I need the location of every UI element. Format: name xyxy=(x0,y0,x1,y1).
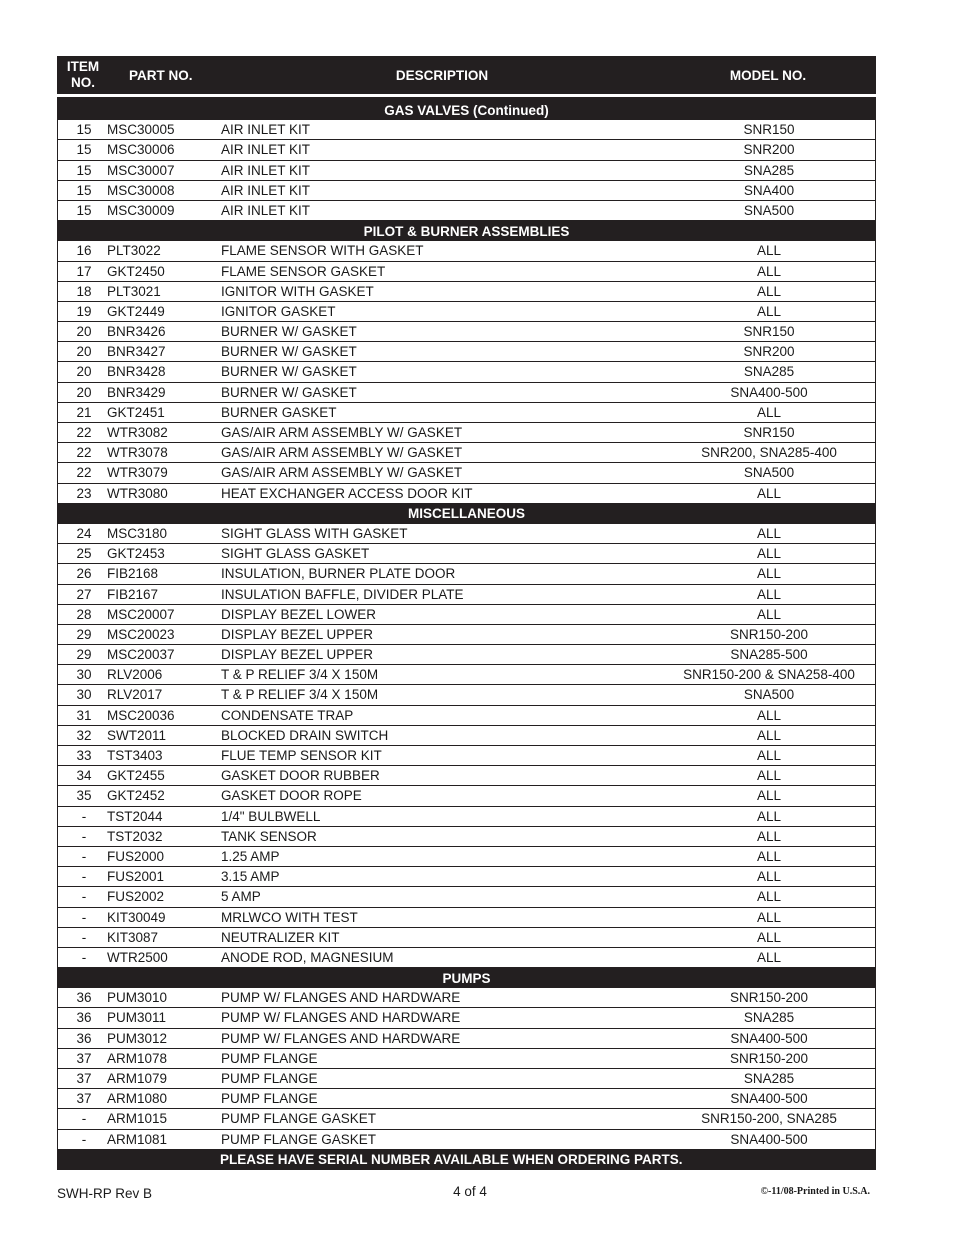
table-row xyxy=(57,120,876,140)
part-description: GASKET DOOR RUBBER xyxy=(221,768,380,784)
item-number: - xyxy=(81,909,87,925)
part-number: WTR3078 xyxy=(107,445,168,461)
item-number: - xyxy=(81,1131,87,1147)
item-number: 22 xyxy=(76,465,92,481)
model-number: ALL xyxy=(756,788,782,804)
item-number: 15 xyxy=(76,202,92,218)
item-number: 15 xyxy=(76,182,92,198)
part-number: WTR2500 xyxy=(107,949,168,965)
part-number: MSC30009 xyxy=(107,202,175,218)
part-number: PUM3010 xyxy=(107,990,168,1006)
model-number: SNA400-500 xyxy=(730,1091,808,1107)
model-number: ALL xyxy=(756,869,782,885)
item-number: 34 xyxy=(76,768,92,784)
part-number: MSC30007 xyxy=(107,162,175,178)
model-number: ALL xyxy=(756,566,782,582)
item-number: 22 xyxy=(76,445,92,461)
model-number: SNR150 xyxy=(743,122,795,138)
table-row xyxy=(57,786,876,806)
part-description: GASKET DOOR ROPE xyxy=(221,788,362,804)
part-number: MSC20036 xyxy=(107,707,175,723)
model-number: ALL xyxy=(756,848,782,864)
part-description: TANK SENSOR xyxy=(221,828,317,844)
item-number: 36 xyxy=(76,1030,92,1046)
section-header: PUMPS xyxy=(57,968,876,988)
item-number: 31 xyxy=(76,707,92,723)
item-number: 20 xyxy=(76,364,92,380)
model-number: ALL xyxy=(756,727,782,743)
part-description: PUMP W/ FLANGES AND HARDWARE xyxy=(221,1010,461,1026)
item-number: 15 xyxy=(76,162,92,178)
model-number: ALL xyxy=(756,748,782,763)
table-row xyxy=(57,383,876,403)
table-row xyxy=(57,585,876,605)
model-number: ALL xyxy=(756,243,782,259)
part-number: GKT2450 xyxy=(107,263,165,279)
item-number: - xyxy=(81,828,87,844)
part-description: PUMP FLANGE GASKET xyxy=(221,1111,377,1127)
model-number: SNA285-500 xyxy=(730,647,808,663)
part-number: PUM3011 xyxy=(107,1010,167,1026)
part-number: GKT2453 xyxy=(107,546,165,562)
header-model-no: MODEL NO. xyxy=(729,67,807,83)
table-row xyxy=(57,362,876,382)
part-number: BNR3427 xyxy=(107,344,166,360)
part-number: PUM3012 xyxy=(107,1030,168,1046)
table-row xyxy=(57,544,876,564)
part-description: BURNER W/ GASKET xyxy=(221,344,357,360)
table-row xyxy=(57,1089,876,1109)
part-number: MSC20023 xyxy=(107,626,175,642)
part-description: T & P RELIEF 3/4 X 150M xyxy=(221,667,379,683)
part-description: AIR INLET KIT xyxy=(221,142,311,158)
part-description: IGNITOR WITH GASKET xyxy=(221,283,374,299)
part-number: WTR3080 xyxy=(107,485,168,501)
item-number: 19 xyxy=(76,303,92,319)
model-number: SNR200, SNA285-400 xyxy=(701,445,837,461)
item-number: 32 xyxy=(76,727,92,743)
item-number: 37 xyxy=(76,1050,92,1066)
table-row xyxy=(57,181,876,201)
table-row xyxy=(57,988,876,1008)
part-description: PUMP FLANGE xyxy=(221,1071,318,1086)
item-number: - xyxy=(81,949,87,965)
table-row xyxy=(57,443,876,463)
part-number: MSC3180 xyxy=(107,525,168,541)
model-number: ALL xyxy=(756,525,782,541)
model-number: SNR150 xyxy=(743,425,795,440)
item-number: 36 xyxy=(76,990,92,1006)
part-description: BURNER GASKET xyxy=(221,404,337,420)
table-header xyxy=(57,56,876,94)
model-number: SNA400-500 xyxy=(730,384,808,400)
part-number: PLT3021 xyxy=(107,283,161,299)
part-number: KIT3087 xyxy=(107,929,159,945)
part-description: 5 AMP xyxy=(221,889,261,905)
part-description: FLAME SENSOR GASKET xyxy=(221,263,386,279)
item-number: - xyxy=(81,1111,87,1127)
item-number: 36 xyxy=(76,1010,92,1026)
table-row xyxy=(57,665,876,685)
model-number: SNR150-200 xyxy=(729,626,809,642)
model-number: SNR200 xyxy=(743,344,795,360)
part-description: PUMP FLANGE xyxy=(221,1050,318,1066)
part-description: INSULATION, BURNER PLATE DOOR xyxy=(221,566,456,582)
header-part-no: PART NO. xyxy=(129,67,193,83)
model-number: SNA285 xyxy=(743,364,795,380)
part-description: 3.15 AMP xyxy=(221,869,280,885)
part-number: RLV2017 xyxy=(107,687,163,703)
item-number: 27 xyxy=(76,586,92,602)
model-number: ALL xyxy=(756,485,782,501)
table-row xyxy=(57,827,876,847)
part-number: BNR3426 xyxy=(107,324,166,340)
model-number: SNR200 xyxy=(743,142,795,158)
model-number: SNR150-200 xyxy=(729,1050,809,1066)
item-number: - xyxy=(81,889,87,905)
part-description: BURNER W/ GASKET xyxy=(221,324,357,340)
part-description: IGNITOR GASKET xyxy=(221,303,336,319)
table-row xyxy=(57,887,876,907)
model-number: SNA400-500 xyxy=(730,1131,808,1147)
part-number: BNR3429 xyxy=(107,384,166,400)
part-description: PUMP FLANGE GASKET xyxy=(221,1131,377,1147)
model-number: ALL xyxy=(756,606,782,622)
table-row xyxy=(57,625,876,645)
table-row xyxy=(57,282,876,302)
item-number: 29 xyxy=(76,647,92,663)
item-number: 20 xyxy=(76,344,92,360)
item-number: 29 xyxy=(76,626,92,642)
parts-table xyxy=(57,56,876,1170)
model-number: SNA400-500 xyxy=(730,1030,808,1046)
part-number: FIB2168 xyxy=(107,566,159,582)
section-header: PILOT & BURNER ASSEMBLIES xyxy=(57,221,876,241)
table-row xyxy=(57,524,876,544)
part-number: WTR3082 xyxy=(107,425,168,440)
part-description: AIR INLET KIT xyxy=(221,162,311,178)
part-description: AIR INLET KIT xyxy=(221,202,311,218)
part-number: MSC30005 xyxy=(107,122,175,138)
part-number: GKT2449 xyxy=(107,303,165,319)
part-description: AIR INLET KIT xyxy=(221,122,311,138)
table-row xyxy=(57,423,876,443)
model-number: ALL xyxy=(756,303,782,319)
model-number: ALL xyxy=(756,808,782,824)
model-number: ALL xyxy=(756,546,782,562)
part-description: NEUTRALIZER KIT xyxy=(221,929,340,945)
table-row xyxy=(57,766,876,786)
item-number: 35 xyxy=(76,788,92,804)
part-number: ARM1078 xyxy=(107,1050,168,1066)
item-number: 37 xyxy=(76,1091,92,1107)
part-number: FIB2167 xyxy=(107,586,159,602)
table-row xyxy=(57,241,876,261)
item-number: 24 xyxy=(76,525,92,541)
part-description: GAS/AIR ARM ASSEMBLY W/ GASKET xyxy=(221,425,463,440)
table-row xyxy=(57,1049,876,1069)
part-description: DISPLAY BEZEL UPPER xyxy=(221,626,374,642)
item-number: 22 xyxy=(76,425,92,440)
part-description: PUMP W/ FLANGES AND HARDWARE xyxy=(221,990,461,1006)
part-number: MSC30006 xyxy=(107,142,175,158)
table-body xyxy=(57,100,876,1150)
model-number: SNR150-200 & SNA258-400 xyxy=(683,667,855,683)
table-row xyxy=(57,403,876,423)
header-description: DESCRIPTION xyxy=(395,67,489,83)
part-number: ARM1015 xyxy=(107,1111,168,1127)
model-number: ALL xyxy=(756,889,782,905)
table-row xyxy=(57,302,876,322)
part-number: WTR3079 xyxy=(107,465,168,481)
table-row xyxy=(57,1029,876,1049)
part-number: TST2032 xyxy=(107,828,163,844)
table-row xyxy=(57,342,876,362)
table-row xyxy=(57,1109,876,1129)
part-description: SIGHT GLASS GASKET xyxy=(221,546,370,562)
part-description: CONDENSATE TRAP xyxy=(221,707,354,723)
part-description: BURNER W/ GASKET xyxy=(221,384,357,400)
table-row xyxy=(57,706,876,726)
model-number: SNA500 xyxy=(743,687,795,703)
table-row xyxy=(57,140,876,160)
item-number: 15 xyxy=(76,142,92,158)
part-number: BNR3428 xyxy=(107,364,166,380)
part-description: HEAT EXCHANGER ACCESS DOOR KIT xyxy=(221,485,473,501)
part-number: SWT2011 xyxy=(107,727,167,743)
part-description: DISPLAY BEZEL LOWER xyxy=(221,606,377,622)
part-number: MSC30008 xyxy=(107,182,175,198)
model-number: ALL xyxy=(756,586,782,602)
table-row xyxy=(57,463,876,483)
model-number: ALL xyxy=(756,828,782,844)
item-number: 23 xyxy=(76,485,92,501)
part-description: BLOCKED DRAIN SWITCH xyxy=(221,727,389,743)
model-number: ALL xyxy=(756,707,782,723)
part-number: MSC20007 xyxy=(107,606,175,622)
part-number: ARM1079 xyxy=(107,1071,168,1086)
model-number: SNA285 xyxy=(743,162,795,178)
part-description: ANODE ROD, MAGNESIUM xyxy=(221,949,394,965)
part-description: PUMP FLANGE xyxy=(221,1091,318,1107)
part-description: FLUE TEMP SENSOR KIT xyxy=(221,748,382,763)
header-item-no: ITEM NO. xyxy=(66,59,100,90)
part-description: 1.25 AMP xyxy=(221,848,280,864)
part-number: FUS2000 xyxy=(107,848,165,864)
table-row xyxy=(57,1008,876,1028)
part-number: ARM1080 xyxy=(107,1091,168,1107)
part-description: AIR INLET KIT xyxy=(221,182,311,198)
table-row xyxy=(57,908,876,928)
item-number: 20 xyxy=(76,324,92,340)
table-row xyxy=(57,746,876,766)
table-row xyxy=(57,645,876,665)
item-number: 30 xyxy=(76,667,92,683)
item-number: 18 xyxy=(76,283,92,299)
table-row xyxy=(57,564,876,584)
model-number: ALL xyxy=(756,283,782,299)
copyright-notice: ©-11/08-Printed in U.S.A. xyxy=(760,1186,870,1197)
part-number: GKT2451 xyxy=(107,404,165,420)
table-row xyxy=(57,322,876,342)
part-number: GKT2455 xyxy=(107,768,165,784)
part-description: PUMP W/ FLANGES AND HARDWARE xyxy=(221,1030,461,1046)
part-description: BURNER W/ GASKET xyxy=(221,364,357,380)
document-id: SWH-RP Rev B xyxy=(57,1186,153,1201)
model-number: SNA500 xyxy=(743,465,795,481)
table-row xyxy=(57,928,876,948)
item-number: 25 xyxy=(76,546,92,562)
table-row xyxy=(57,484,876,504)
table-row xyxy=(57,685,876,705)
model-number: ALL xyxy=(756,404,782,420)
part-description: INSULATION BAFFLE, DIVIDER PLATE xyxy=(221,586,464,602)
table-row xyxy=(57,948,876,968)
table-row xyxy=(57,726,876,746)
item-number: 28 xyxy=(76,606,92,622)
model-number: SNR150-200, SNA285 xyxy=(701,1111,837,1127)
table-row xyxy=(57,1130,876,1150)
model-number: ALL xyxy=(756,768,782,784)
model-number: SNR150 xyxy=(743,324,795,340)
model-number: ALL xyxy=(756,949,782,965)
table-row xyxy=(57,201,876,221)
item-number: 15 xyxy=(76,122,92,138)
item-number: 33 xyxy=(76,748,92,763)
part-description: GAS/AIR ARM ASSEMBLY W/ GASKET xyxy=(221,465,463,481)
table-row xyxy=(57,1069,876,1089)
model-number: SNA400 xyxy=(743,182,795,198)
part-number: TST2044 xyxy=(107,808,163,824)
model-number: ALL xyxy=(756,909,782,925)
part-number: MSC20037 xyxy=(107,647,175,663)
section-header: GAS VALVES (Continued) xyxy=(57,100,876,120)
table-row xyxy=(57,161,876,181)
section-header: MISCELLANEOUS xyxy=(57,504,876,524)
part-description: SIGHT GLASS WITH GASKET xyxy=(221,525,408,541)
part-description: FLAME SENSOR WITH GASKET xyxy=(221,243,424,259)
part-description: 1/4" BULBWELL xyxy=(221,808,321,824)
item-number: 20 xyxy=(76,384,92,400)
model-number: ALL xyxy=(756,929,782,945)
model-number: SNR150-200 xyxy=(729,990,809,1006)
item-number: 26 xyxy=(76,566,92,582)
part-number: TST3403 xyxy=(107,748,163,763)
part-number: FUS2001 xyxy=(107,869,165,885)
table-row xyxy=(57,262,876,282)
table-row xyxy=(57,605,876,625)
table-row xyxy=(57,807,876,827)
model-number: SNA285 xyxy=(743,1071,795,1086)
item-number: 37 xyxy=(76,1071,92,1086)
page-number: 4 of 4 xyxy=(453,1184,487,1199)
part-number: ARM1081 xyxy=(107,1131,168,1147)
item-number: 17 xyxy=(76,263,92,279)
part-number: GKT2452 xyxy=(107,788,165,804)
item-number: - xyxy=(81,808,87,824)
part-description: MRLWCO WITH TEST xyxy=(221,909,358,925)
item-number: 16 xyxy=(76,243,92,259)
part-description: DISPLAY BEZEL UPPER xyxy=(221,647,374,663)
model-number: SNA285 xyxy=(743,1010,795,1026)
model-number: ALL xyxy=(756,263,782,279)
part-number: PLT3022 xyxy=(107,243,161,259)
item-number: 30 xyxy=(76,687,92,703)
item-number: 21 xyxy=(76,404,92,420)
model-number: SNA500 xyxy=(743,202,795,218)
table-row xyxy=(57,847,876,867)
part-description: T & P RELIEF 3/4 X 150M xyxy=(221,687,379,703)
table-row xyxy=(57,867,876,887)
ordering-note: PLEASE HAVE SERIAL NUMBER AVAILABLE WHEN ORDERING PARTS. xyxy=(57,1150,876,1170)
item-number: - xyxy=(81,929,87,945)
part-number: KIT30049 xyxy=(107,909,166,925)
item-number: - xyxy=(81,848,87,864)
part-description: GAS/AIR ARM ASSEMBLY W/ GASKET xyxy=(221,445,463,461)
part-number: FUS2002 xyxy=(107,889,165,905)
part-number: RLV2006 xyxy=(107,667,163,683)
item-number: - xyxy=(81,869,87,885)
